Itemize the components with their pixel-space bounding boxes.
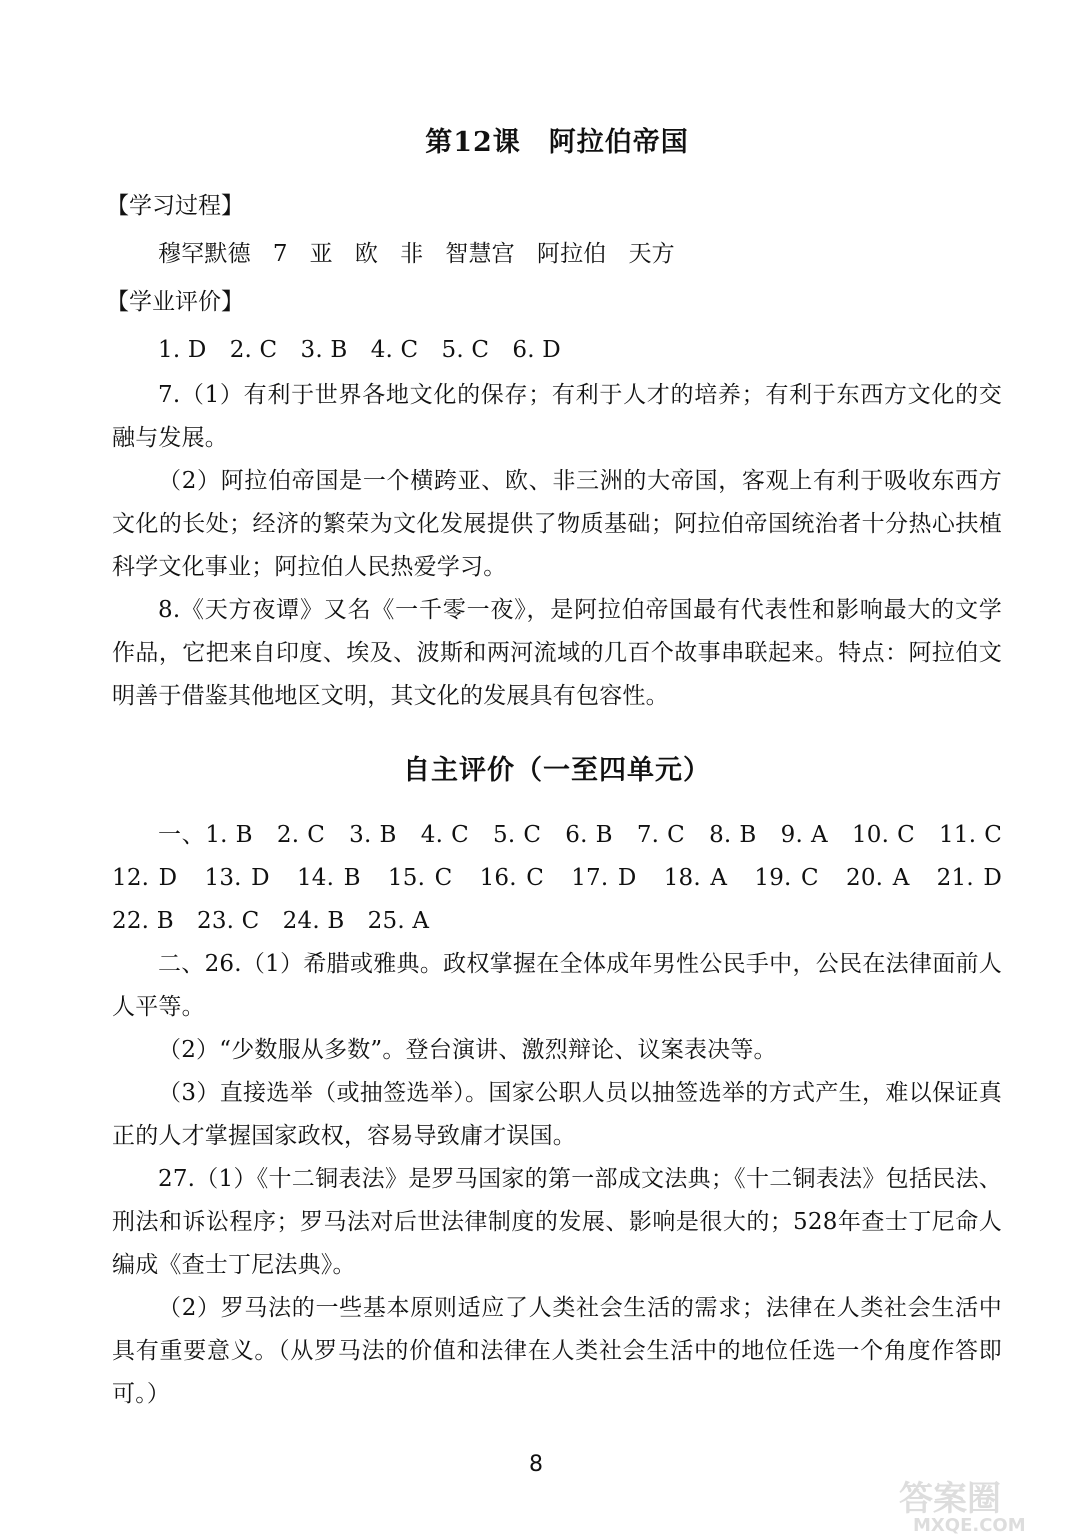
process-word: 欧 (354, 241, 379, 267)
watermark-logo (895, 1476, 1065, 1534)
q26-part2: （2）“少数服从多数”。登台演讲、激烈辩论、议案表决等。 (158, 1037, 777, 1063)
process-words (112, 230, 1002, 278)
process-label: 【学习过程】 (106, 193, 244, 219)
review-title: 自主评价（一至四单元） (403, 755, 711, 786)
q27-part2: （2）罗马法的一些基本原则适应了人类社会生活的需求；法律在人类社会生活中具有重要意义。（从罗马法的价值和法律在人类社会生活中的地位任选一个角度作答即可。） (112, 1295, 1002, 1407)
choice-answers: 一、1. B 2. C 3. B 4. C 5. C 6. B 7. C 8. B 9. A 10. C 11. C 12. D 13. D 14. B 15. C 16. C 17. D 18. A 19. C 20. A 21. D 22. B 23. C 24. B 25. A (112, 822, 1026, 934)
q7-part1: 7.（1）有利于世界各地文化的保存；有利于人才的培养；有利于东西方文化的交融与发展。 (112, 382, 1002, 451)
q26-part1: 二、26.（1）希腊或雅典。政权掌握在全体成年男性公民手中，公民在法律面前人人平等。 (112, 951, 1002, 1020)
page-number: 8 (529, 1452, 543, 1477)
watermark-text-bottom: MXQE.COM (913, 1515, 1026, 1534)
process-word: 非 (400, 241, 424, 267)
process-word: 阿拉伯 (536, 241, 607, 267)
q26-part3: （3）直接选举（或抽签选举）。国家公职人员以抽签选举的方式产生，难以保证真正的人才掌握国家政权，容易导致庸才误国。 (112, 1080, 1002, 1149)
q8: 8.《天方夜谭》又名《一千零一夜》，是阿拉伯帝国最有代表性和影响最大的文学作品，它把来自印度、埃及、波斯和两河流域的几百个故事串联起来。特点：阿拉伯文明善于借鉴其他地区文明，其文化的发展具有包容性。 (112, 597, 1002, 709)
process-word: 7 (272, 241, 288, 267)
q7-part2: （2）阿拉伯帝国是一个横跨亚、欧、非三洲的大帝国，客观上有利于吸收东西方文化的长处；经济的繁荣为文化发展提供了物质基础；阿拉伯帝国统治者十分热心扶植科学文化事业；阿拉伯人民热爱学习。 (112, 468, 1002, 580)
answers-line: 1. D 2. C 3. B 4. C 5. C 6. D (158, 337, 561, 363)
q27-part1: 27.（1）《十二铜表法》是罗马国家的第一部成文法典；《十二铜表法》包括民法、刑法和诉讼程序；罗马法对后世法律制度的发展、影响是很大的；528年查士丁尼命人编成《查士丁尼法典》。 (112, 1166, 1002, 1278)
review-section (112, 746, 1026, 1416)
process-word: 天方 (628, 241, 675, 267)
watermark-text-top: 答案圈 (899, 1479, 1001, 1519)
process-word: 亚 (309, 241, 333, 267)
lesson-title: 第12课 阿拉伯帝国 (425, 127, 689, 158)
page-content (106, 118, 1026, 1416)
process-word: 穆罕默德 (158, 241, 251, 267)
process-word: 智慧宫 (445, 241, 515, 267)
evaluation-label: 【学业评价】 (106, 289, 244, 315)
